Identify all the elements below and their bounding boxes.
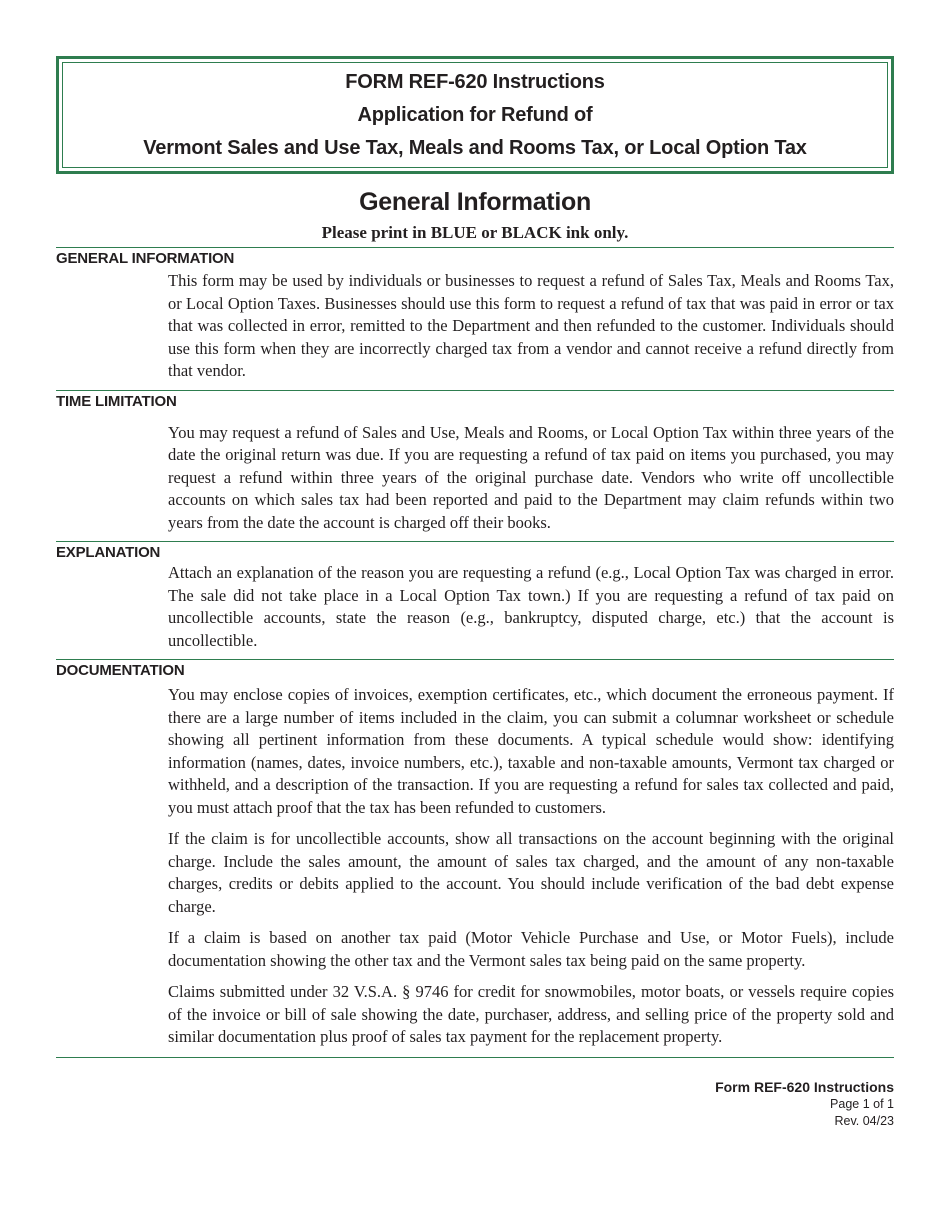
section-label: DOCUMENTATION [56, 662, 185, 679]
page-title: General Information [359, 188, 591, 216]
form-header-inner [62, 62, 888, 168]
section-paragraph: You may request a refund of Sales and Use, Meals and Rooms, or Local Option Tax within three years of the date the original return was due. If you are requesting a refund of tax paid on items you purchased, you may request a refund within three years of the original purchase date. Vendors who write off uncollectible accounts on which sales tax had been reported and paid to the Department may claim refunds within two years from the date the account is charged off their books. [168, 422, 894, 532]
section-time-limitation [56, 390, 894, 535]
section-general-information [56, 247, 894, 383]
form-number-heading: FORM REF-620 Instructions [345, 70, 605, 93]
section-label: TIME LIMITATION [56, 392, 177, 410]
footer-revision: Rev. 04/23 [834, 1113, 894, 1128]
form-tax-types-heading: Vermont Sales and Use Tax, Meals and Rooms Tax, or Local Option Tax [143, 136, 807, 159]
section-documentation [56, 659, 894, 1049]
section-paragraph: If the claim is for uncollectible accounts, show all transactions on the account beginning with the original charge. Include the sales amount, the amount of sales tax charged, and the amount of any non-taxable charges, credits or debits applied to the account. You should include verification of the bad debt expense charge. [168, 829, 894, 916]
section-explanation [56, 541, 894, 652]
footer-divider [56, 1057, 894, 1058]
section-paragraph: You may enclose copies of invoices, exemption certificates, etc., which document the erroneous payment. If there are a large number of items included in the claim, you can submit a columnar worksheet or schedule showing all pertinent information from these documents. A typical schedule would show: identifying information (names, dates, invoice numbers, etc.), taxable and non-taxable amounts, Vermont tax charged or withheld, and a description of the transaction. If you are requesting a refund for sales tax collected and paid, you must attach proof that the tax has been refunded to customers. [168, 685, 894, 817]
form-header-box [56, 56, 894, 174]
page-footer [56, 1078, 894, 1130]
section-paragraph: This form may be used by individuals or businesses to request a refund of Sales Tax, Meals and Rooms Tax, or Local Option Taxes. Businesses should use this form to request a refund of tax that was paid in error or tax that was collected in error, remitted to the Department and then refunded to the customer. Individuals should use this form when they are incorrectly charged tax from a vendor and cannot receive a refund directly from that vendor. [168, 271, 894, 380]
section-label: EXPLANATION [56, 544, 161, 561]
footer-form-name: Form REF-620 Instructions [715, 1078, 894, 1095]
section-paragraph: Claims submitted under 32 V.S.A. § 9746 for credit for snowmobiles, motor boats, or vessels require copies of the invoice or bill of sale showing the date, purchaser, address, and selling price of the property sold and similar documentation plus proof of sales tax payment for the replacement property. [168, 982, 894, 1046]
instructions-page [56, 56, 894, 1130]
section-paragraph: Attach an explanation of the reason you are requesting a refund (e.g., Local Option Tax was charged in error. The sale did not take place in a Local Option Tax town.) If you are requesting a refund of tax paid on uncollectible accounts, state the reason (e.g., bankruptcy, disputed charge, etc.) that the account is uncollectible. [168, 563, 894, 650]
ink-note: Please print in BLUE or BLACK ink only. [321, 223, 629, 242]
section-paragraph: If a claim is based on another tax paid (Motor Vehicle Purchase and Use, or Motor Fuels), include documentation showing the other tax and the Vermont sales tax being paid on the same property. [168, 928, 894, 970]
footer-page-number: Page 1 of 1 [830, 1096, 894, 1111]
form-subject-heading: Application for Refund of [357, 103, 593, 126]
section-label: GENERAL INFORMATION [56, 250, 235, 267]
